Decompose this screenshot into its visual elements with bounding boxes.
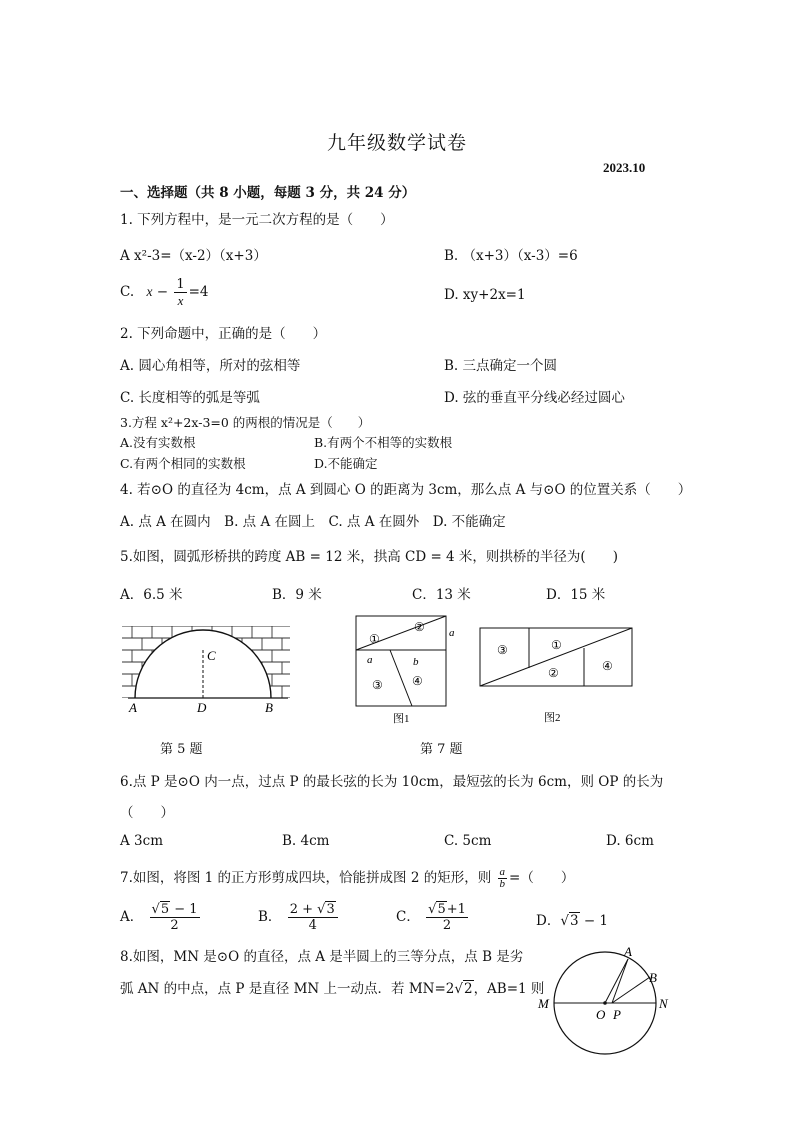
q7-a-num-tail: − 1 (170, 902, 198, 917)
q7-ratio-num: a (499, 866, 506, 878)
label-p: P (613, 1007, 621, 1022)
q6-paren: （ ） (120, 805, 174, 821)
segment-pb (612, 977, 650, 1003)
q3-option-b: B.有两个不相等的实数根 (314, 435, 453, 450)
fig2-caption: 图2 (544, 712, 561, 724)
fig2-region-3: ③ (497, 643, 508, 657)
q8-root: 2 (463, 981, 473, 997)
fig1-label-a-right: a (449, 627, 455, 639)
q7-c-num-tail: +1 (446, 902, 466, 917)
label-b: B (265, 700, 273, 715)
q5-option-c: C．13 米 (412, 587, 471, 603)
q7-b-den: 4 (308, 918, 317, 933)
q6-option-b: B. 4cm (282, 833, 330, 849)
q8-line2-pre: 弧 AN 的中点，点 P 是直径 MN 上一动点．若 MN=2 (120, 981, 455, 997)
q3-option-c: C.有两个相同的实数根 (120, 456, 246, 471)
q7-c-label: C． (396, 909, 420, 925)
q7-c-fraction (426, 902, 468, 933)
fig1-region-3: ③ (372, 678, 383, 692)
fig2-region-2: ② (548, 666, 559, 680)
q5-stem: 5.如图，圆弧形桥拱的跨度 AB = 12 米，拱高 CD = 4 米，则拱桥的半径为( ) (120, 549, 618, 565)
center-dot (603, 1001, 607, 1005)
q7-a-den: 2 (170, 918, 179, 933)
q3-option-d: D.不能确定 (314, 456, 378, 471)
q4-options: A. 点 A 在圆内 B. 点 A 在圆上 C. 点 A 在圆外 D. 不能确定 (120, 514, 506, 530)
fig1-label-a-inner: a (367, 654, 373, 666)
fig1-region-2: ② (414, 620, 425, 634)
label-o: O (596, 1007, 606, 1022)
q8-line2: 弧 AN 的中点，点 P 是直径 MN 上一动点．若 MN=2√2，AB=1 则 (120, 981, 545, 997)
q1-c-label: C. (120, 284, 135, 300)
fig2-region-4: ④ (602, 659, 613, 673)
segment-oa (605, 959, 628, 1003)
q7-b-num: 2 + √3 (288, 902, 338, 918)
q7-option-d: D．√3 − 1 (536, 913, 609, 929)
q7-d-root: 3 (569, 913, 579, 929)
q6-option-d: D. 6cm (606, 833, 654, 849)
fig1-region-4: ④ (412, 674, 423, 688)
q1-c-tail: =4 (188, 284, 209, 300)
q1-c-num: 1 (176, 277, 185, 292)
q7-option-a (120, 902, 202, 933)
label-d: D (197, 700, 207, 715)
q8-line2-post: ，AB=1 则 (473, 981, 545, 997)
fig1-label-b: b (413, 656, 419, 668)
cut-slant (390, 650, 412, 706)
q2-stem: 2. 下列命题中，正确的是（ ） (120, 326, 327, 342)
q3-option-a: A.没有实数根 (120, 435, 196, 450)
label-b-point: B (649, 970, 657, 985)
segment-pa (612, 959, 628, 1003)
q2-option-d: D. 弦的垂直平分线必经过圆心 (444, 390, 625, 406)
q7-a-label: A． (120, 909, 144, 925)
q7-a-fraction (150, 902, 200, 933)
q2-option-c: C. 长度相等的弧是等弧 (120, 390, 260, 406)
label-c: C (207, 648, 216, 663)
q1-stem: 1. 下列方程中，是一元二次方程的是（ ） (120, 212, 394, 228)
q1-c-var: x (146, 284, 153, 299)
q1-option-a: A x²-3=（x-2）（x+3） (120, 248, 267, 264)
q8-line1: 8.如图，MN 是⊙O 的直径，点 A 是半圆上的三等分点，点 B 是劣 (120, 949, 524, 965)
q1-option-b: B. （x+3）（x-3）=6 (444, 248, 578, 264)
q6-option-a: A 3cm (120, 833, 163, 849)
fig1-region-1: ① (369, 632, 380, 646)
q7-d-tail: − 1 (579, 913, 609, 929)
q1-c-fraction (174, 277, 186, 308)
q7-d-label: D． (536, 913, 561, 929)
bridge-arch-figure (118, 620, 298, 716)
q6-stem: 6.点 P 是⊙O 内一点，过点 P 的最长弦的长为 10cm，最短弦的长为 6cm，则 OP 的长为 (120, 774, 664, 790)
label-a: A (129, 700, 137, 715)
q7-c-num: √5+1 (428, 902, 466, 917)
page-title: 九年级数学试卷 (326, 132, 467, 154)
q7-stem (120, 866, 574, 890)
exam-date: 2023.10 (603, 160, 646, 175)
q7-ratio-fraction (498, 867, 508, 890)
q7-stem-pre: 7.如图，将图 1 的正方形剪成四块，恰能拼成图 2 的矩形，则 (120, 870, 492, 886)
q1-c-den: x (177, 293, 184, 308)
q5-option-d: D．15 米 (546, 587, 606, 603)
q6-option-c: C. 5cm (444, 833, 492, 849)
q5-option-a: A．6.5 米 (120, 587, 183, 603)
q7-b-label: B． (258, 909, 282, 925)
caption-q7: 第 7 题 (420, 742, 463, 757)
q7-c-root: 5 (437, 902, 446, 917)
section-heading: 一、选择题（共 8 小题，每题 3 分，共 24 分） (120, 185, 416, 201)
q5-option-b: B．9 米 (272, 587, 322, 603)
q2-option-b: B. 三点确定一个圆 (444, 358, 558, 374)
q7-c-den: 2 (442, 918, 452, 933)
q7-b-fraction (288, 902, 338, 933)
q7-ratio-den: b (499, 878, 506, 890)
q2-option-a: A. 圆心角相等，所对的弦相等 (120, 358, 301, 374)
q7-b-num-pre: 2 + (289, 902, 318, 917)
figure-1-square (350, 612, 460, 728)
q4-stem: 4. 若⊙O 的直径为 4cm，点 A 到圆心 O 的距离为 3cm，那么点 A 与⊙O 的位置关系（ ） (120, 482, 692, 498)
q1-option-d: D. xy+2x=1 (444, 287, 526, 303)
q7-a-num: √5 − 1 (151, 902, 198, 917)
caption-q5: 第 5 题 (160, 742, 203, 757)
fig1-caption: 图1 (393, 713, 410, 725)
q7-stem-post: =（ ） (509, 870, 575, 886)
label-n: N (659, 996, 668, 1011)
q7-option-b (258, 902, 340, 933)
q1-option-c (120, 277, 209, 308)
q7-a-root: 5 (160, 902, 170, 917)
q7-b-root: 3 (326, 902, 335, 917)
circle-figure (532, 940, 682, 1060)
brick-wall (122, 626, 290, 698)
q1-c-minus: − (156, 284, 169, 300)
q3-stem: 3.方程 x²+2x-3=0 的两根的情况是（ ） (120, 415, 371, 430)
figure-2-rectangle (476, 624, 638, 728)
fig2-region-1: ① (551, 638, 562, 652)
q7-option-c (396, 902, 470, 933)
label-a-point: A (624, 944, 632, 959)
label-m: M (538, 996, 549, 1011)
